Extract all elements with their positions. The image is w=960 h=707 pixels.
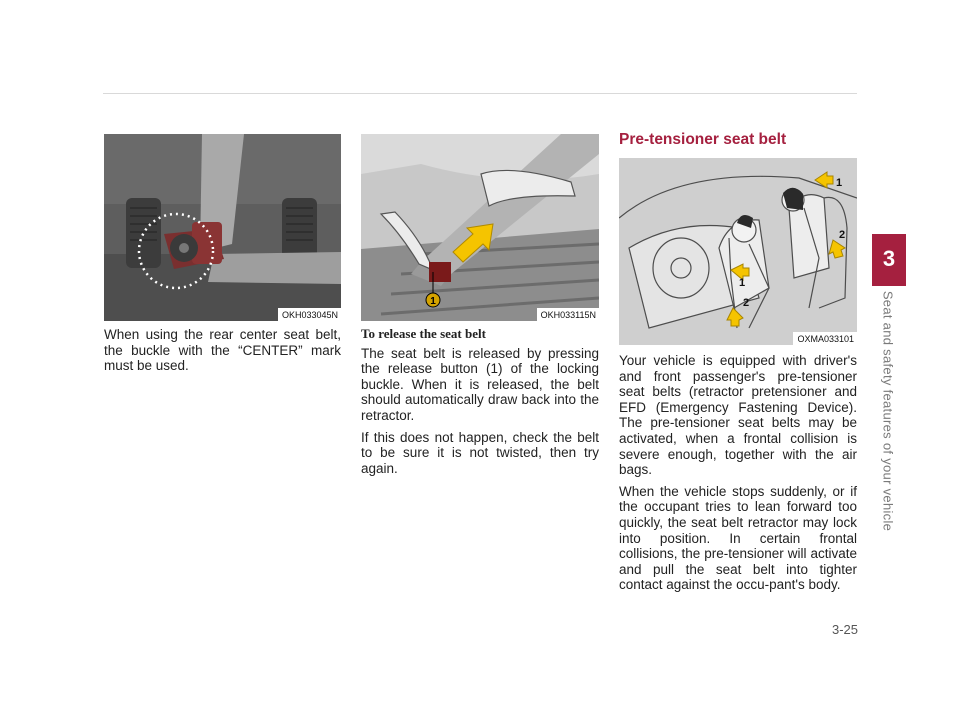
figure-pretensioner — [619, 158, 857, 345]
figure2-callout: 1 — [430, 296, 436, 307]
col3-paragraph-1: Your vehicle is equipped with driver's and front passenger's pre-tensioner seat belts (retractor pretensioner and EFD (Emergency Fastening Device). The pre-tensioner seat belts may be activated, when a frontal collision is severe enough, together with the air bags. — [619, 353, 857, 478]
figure3-callout-2: 2 — [839, 229, 846, 241]
column-3-text — [619, 353, 857, 599]
col1-paragraph: When using the rear center seat belt, the buckle with the “CENTER” mark must be used. — [104, 327, 341, 374]
section-heading: Pre-tensioner seat belt — [619, 131, 787, 148]
column-1-text — [104, 327, 341, 380]
col2-paragraph-1: The seat belt is released by pressing the release button (1) of the locking buckle. When it is released, the belt should automatically draw back into the retractor. — [361, 345, 599, 423]
figure3-callout-3: 1 — [739, 277, 746, 289]
col2-paragraph-2: If this does not happen, check the belt to be sure it is not twisted, then try again. — [361, 429, 599, 476]
figure-rear-center-buckle — [104, 134, 341, 321]
release-subheading: To release the seat belt — [361, 326, 486, 341]
figure3-callout-4: 2 — [743, 297, 750, 309]
chapter-tab-number: 3 — [882, 246, 896, 271]
top-rule — [103, 93, 857, 94]
figure-release-seat-belt — [361, 134, 599, 321]
page-number: 3-25 — [831, 622, 858, 637]
column-2-text — [361, 326, 599, 482]
chapter-tab — [872, 234, 906, 286]
figure1-caption: OKH033045N — [278, 308, 341, 321]
col3-paragraph-2: When the vehicle stops suddenly, or if the occupant tries to lean forward too quickly, the seat belt retractor may lock into position. In certain frontal collisions, the pre-tensioner will activate and pull the seat belt into tighter contact against the occu-pant's body. — [619, 483, 857, 593]
figure2-caption: OKH033115N — [537, 308, 599, 321]
figure3-caption: OXMA033101 — [793, 332, 857, 345]
figure3-callout-1: 1 — [836, 177, 843, 189]
chapter-title: Seat and safety features of your vehicle — [880, 290, 896, 532]
